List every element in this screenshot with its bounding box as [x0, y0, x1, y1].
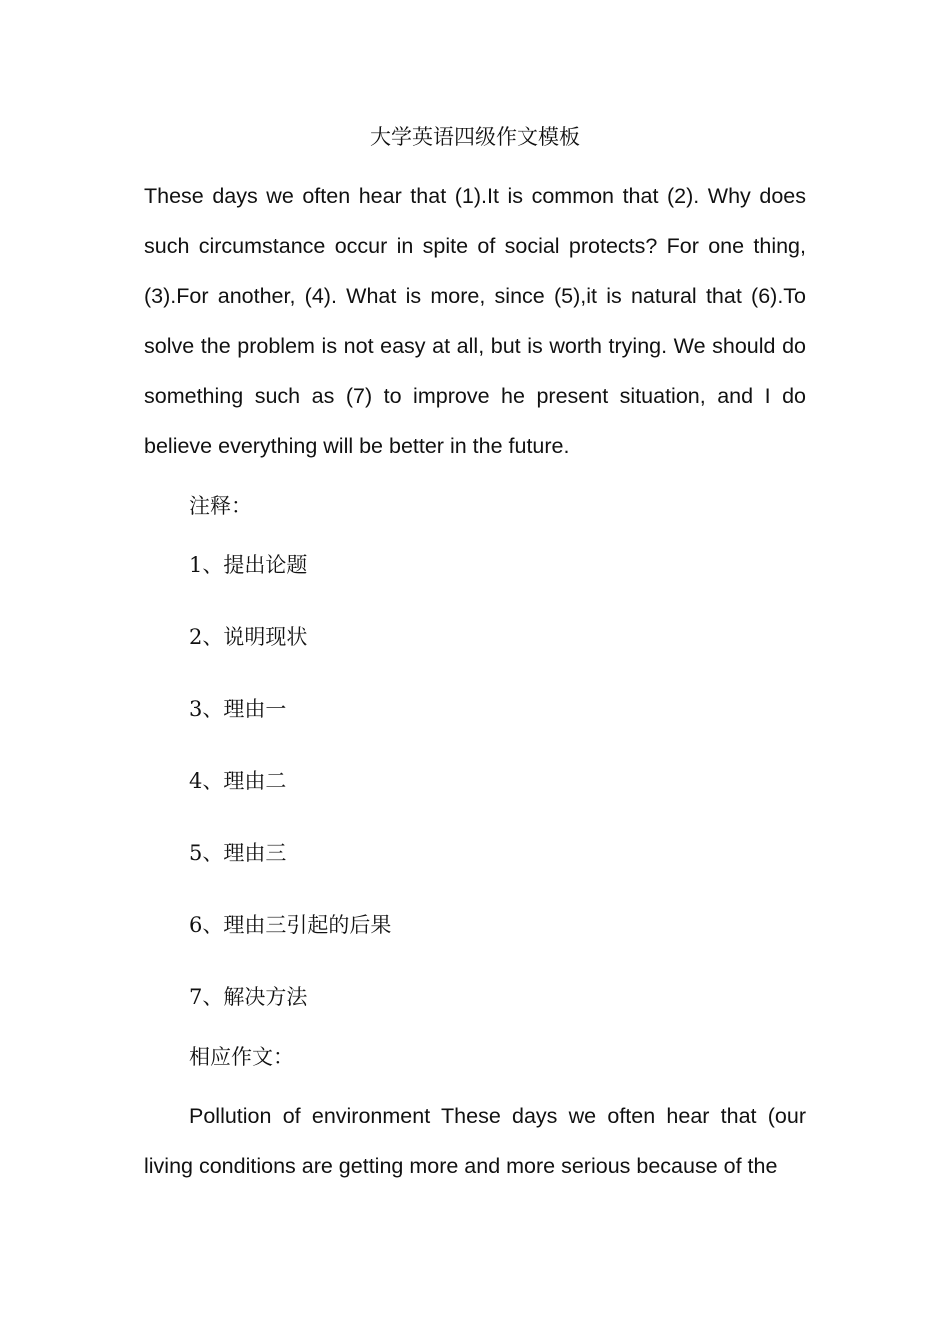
notes-heading: 注释：	[189, 494, 252, 518]
note-item-6: 6、理由三引起的后果	[189, 913, 392, 937]
sample-paragraph: Pollution of environment These days we often hear that (our living conditions are getting more and more serious because of the	[144, 1104, 806, 1178]
sample-heading: 相应作文：	[189, 1045, 294, 1069]
template-paragraph: These days we often hear that (1).It is common that (2). Why does such circumstance occur in spite of social protects? For one thing, (3).For another, (4). What is more, since (5),it is natural that (6).To solve the problem is not easy at all, but is worth trying. We should do something such as (7) to improve he present situation, and I do believe everything will be better in the future.	[144, 184, 806, 458]
note-item-3: 3、理由一	[189, 697, 287, 721]
note-item-1: 1、提出论题	[189, 553, 308, 577]
note-item-4: 4、理由二	[189, 769, 287, 793]
document-title: 大学英语四级作文模板	[370, 125, 580, 149]
note-item-2: 2、说明现状	[189, 625, 308, 649]
note-item-7: 7、解决方法	[189, 985, 308, 1009]
note-item-5: 5、理由三	[189, 841, 287, 865]
